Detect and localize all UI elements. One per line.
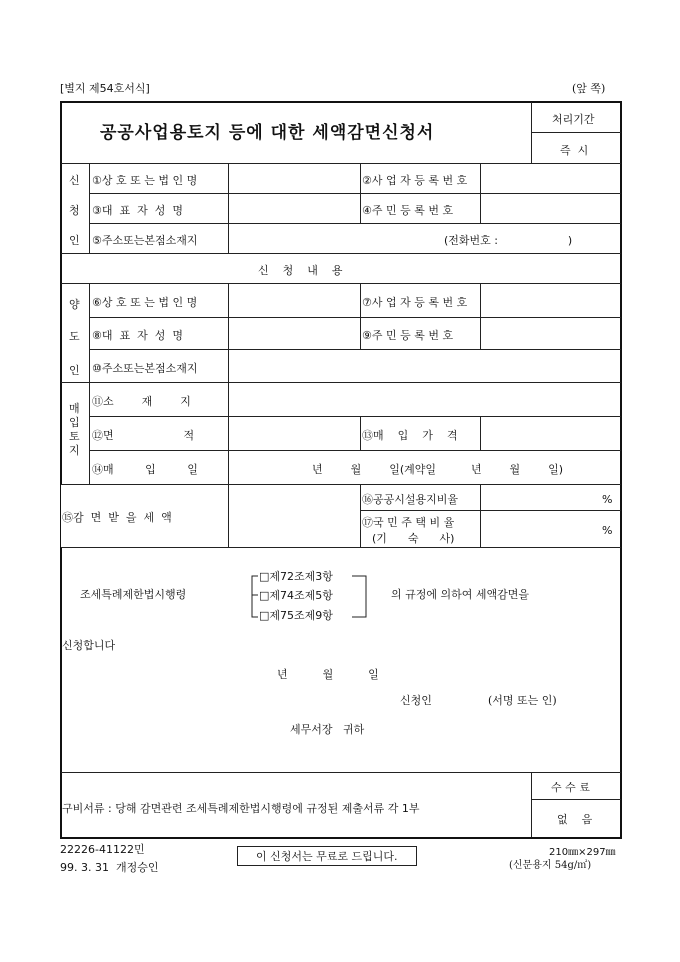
free-notice: 이 신청서는 무료로 드립니다. [237, 846, 417, 866]
land-char-3: 토 [69, 430, 80, 443]
applicant-company-label: ①상 호 또 는 법 인 명 [92, 174, 198, 187]
public-ratio-percent: % [602, 493, 613, 506]
addressee: 세무서장 귀하 [290, 723, 365, 736]
land-price-label: ⑬매 입 가 격 [362, 429, 458, 442]
form-number: [별지 제54호서식] [60, 82, 150, 95]
land-location-label: ⑪소 재 지 [92, 395, 191, 408]
apply-text: 신청합니다 [62, 639, 116, 652]
transferor-representative-label: ⑧대 표 자 성 명 [92, 329, 183, 342]
sign-note: (서명 또는 인) [488, 694, 557, 707]
applicant-char-2: 청 [69, 204, 80, 217]
land-area-label: ⑫면 적 [92, 429, 195, 442]
signer-label: 신청인 [400, 694, 432, 707]
clause-text: 의 규정에 의하여 세액감면을 [391, 588, 530, 601]
transferor-address-label: ⑩주소또는본점소재지 [92, 362, 198, 375]
processing-period-value: 즉 시 [560, 144, 589, 157]
applicant-char-3: 인 [69, 234, 80, 247]
transferor-char-2: 도 [69, 330, 80, 343]
public-ratio-label: ⑯공공시설용지비율 [362, 493, 459, 506]
transferor-resident-label: ⑨주 민 등 록 번 호 [362, 329, 454, 342]
required-docs: 구비서류 : 당해 감면관련 조세특례제한법시행령에 규정된 제출서류 각 1부 [62, 802, 420, 815]
land-char-1: 매 [69, 402, 80, 415]
page-side: (앞 쪽) [572, 82, 606, 95]
transferor-company-label: ⑥상 호 또 는 법 인 명 [92, 296, 198, 309]
applicant-bizreg-label: ②사 업 자 등 록 번 호 [362, 174, 468, 187]
land-char-2: 입 [69, 416, 80, 429]
applicant-resident-label: ④주 민 등 록 번 호 [362, 204, 454, 217]
form-code: 22226-41122민 [60, 843, 145, 856]
transferor-char-1: 양 [69, 298, 80, 311]
transferor-char-3: 인 [69, 364, 80, 377]
article-option-1: □제72조제3항 [259, 570, 333, 583]
housing-ratio-sublabel: (기 숙 사) [372, 532, 455, 545]
transferor-bizreg-label: ⑦사 업 자 등 록 번 호 [362, 296, 468, 309]
date-line: 년 월 일 [277, 668, 379, 681]
reduction-label: ⑮감 면 받 을 세 액 [62, 511, 172, 524]
law-name: 조세특례제한법시행령 [80, 588, 187, 601]
applicant-representative-label: ③대 표 자 성 명 [92, 204, 183, 217]
applicant-address-label: ⑤주소또는본점소재지 [92, 234, 198, 247]
article-option-2: □제74조제5항 [259, 589, 333, 602]
housing-ratio-label: ⑰국 민 주 택 비 율 [362, 516, 455, 529]
applicant-char-1: 신 [69, 174, 80, 187]
page-title: 공공사업용토지 등에 대한 세액감면신청서 [100, 123, 435, 143]
paper-type: (신문용지 54g/㎡) [509, 860, 592, 871]
fee-label: 수 수 료 [551, 781, 590, 794]
applicant-phone: (전화번호 : ) [444, 234, 573, 247]
housing-ratio-percent: % [602, 524, 613, 537]
processing-period-label: 처리기간 [552, 113, 595, 126]
approval-date: 99. 3. 31 개정승인 [60, 861, 159, 874]
land-date-value: 년 월 일(계약일 년 월 일) [312, 463, 564, 476]
paper-size: 210㎜×297㎜ [549, 847, 616, 858]
land-date-label: ⑭매 입 일 [92, 463, 198, 476]
land-char-4: 지 [69, 444, 80, 457]
article-option-3: □제75조제9항 [259, 609, 333, 622]
section-title: 신 청 내 용 [258, 264, 343, 277]
fee-value: 없 음 [557, 813, 593, 826]
